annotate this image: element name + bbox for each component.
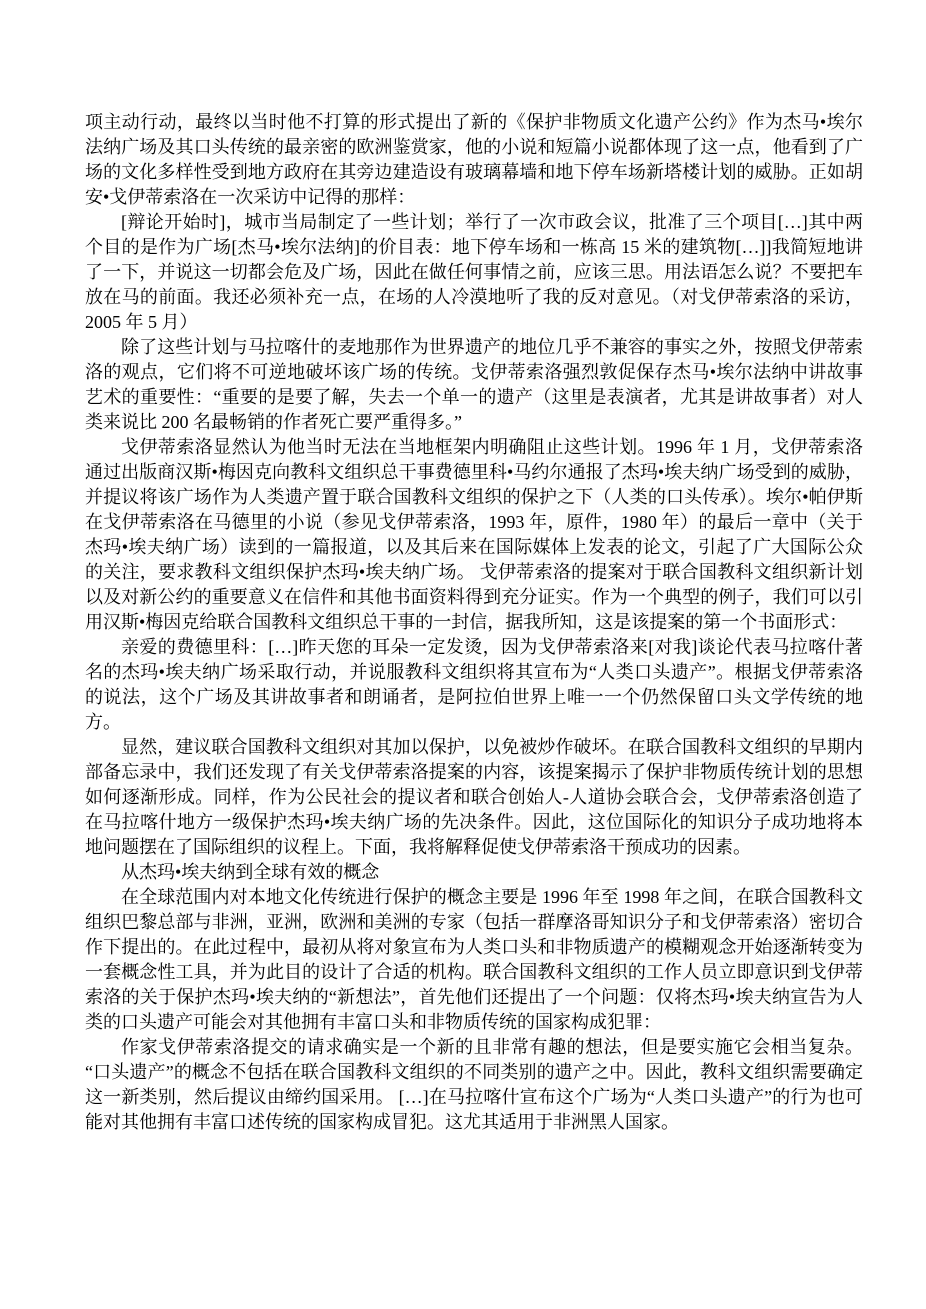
paragraph-intro-continuation: 项主动行动，最终以当时他不打算的形式提出了新的《保护非物质文化遗产公约》作为杰马•埃尔法纳广场及其口头传统的最亲密的欧洲鉴赏家，他的小说和短篇小说都体现了这一点，他看到了广场的文化多样性受到地方政府在其旁边建造设有玻璃幕墙和地下停车场新塔楼计划的威胁。正如胡安•戈伊蒂索洛在一次采访中记得的那样：	[85, 112, 863, 207]
paragraph-letter-quote: 亲爱的费德里科：[…]昨天您的耳朵一定发烫，因为戈伊蒂索洛来[对我]谈论代表马拉喀什著名的杰玛•埃夫纳广场采取行动，并说服教科文组织将其宣布为“人类口头遗产”。根据戈伊蒂索洛的说法，这个广场及其讲故事者和朗诵者，是阿拉伯世界上唯一一个仍然保留口头文学传统的地方。	[85, 637, 863, 732]
paragraph-unesco-memoranda: 显然，建议联合国教科文组织对其加以保护，以免被炒作破坏。在联合国教科文组织的早期内部备忘录中，我们还发现了有关戈伊蒂索洛提案的内容，该提案揭示了保护非物质传统计划的思想如何逐渐形成。同样，作为公民社会的提议者和联合创始人-人道协会联合会，戈伊蒂索洛创造了在马拉喀什地方一级保护杰玛•埃夫纳广场的先决条件。因此，这位国际化的知识分子成功地将本地问题摆在了国际组织的议程上。下面，我将解释促使戈伊蒂索洛干预成功的因素。	[85, 737, 863, 857]
paragraph-concept-development: 在全球范围内对本地文化传统进行保护的概念主要是 1996 年至 1998 年之间，在联合国教科文组织巴黎总部与非洲，亚洲，欧洲和美洲的专家（包括一群摩洛哥知识分子和戈伊蒂索洛）密切合作下提出的。在此过程中，最初从将对象宣布为人类口头和非物质遗产的模糊观念开始逐渐转变为一套概念性工具，并为此目的设计了合适的机构。联合国教科文组织的工作人员立即意识到戈伊蒂索洛的关于保护杰玛•埃夫纳的“新想法”，首先他们还提出了一个问题：仅将杰玛•埃夫纳宣告为人类的口头遗产可能会对其他拥有丰富口头和非物质传统的国家构成犯罪：	[85, 887, 863, 1032]
paragraph-goytisolo-proposal: 戈伊蒂索洛显然认为他当时无法在当地框架内明确阻止这些计划。1996 年 1 月，戈伊蒂索洛通过出版商汉斯•梅因克向教科文组织总干事费德里科•马约尔通报了杰玛•埃夫纳广场受到的威胁，并提议将该广场作为人类遗产置于联合国教科文组织的保护之下（人类的口头传承）。埃尔•帕伊斯在戈伊蒂索洛在马德里的小说（参见戈伊蒂索洛，1993 年，原件，1980 年）的最后一章中（关于杰玛•埃夫纳广场）读到的一篇报道，以及其后来在国际媒体上发表的论文，引起了广大国际公众的关注，要求教科文组织保护杰玛•埃夫纳广场。 戈伊蒂索洛的提案对于联合国教科文组织新计划以及对新公约的重要意义在信件和其他书面资料得到充分证实。作为一个典型的例子，我们可以引用汉斯•梅因克给联合国教科文组织总干事的一封信，据我所知，这是该提案的第一个书面形式：	[85, 437, 863, 632]
text-column	[85, 110, 863, 1135]
section-heading: 从杰玛•埃夫纳到全球有效的概念	[121, 862, 380, 882]
paragraph-unesco-staff-quote: 作家戈伊蒂索洛提交的请求确实是一个新的且非常有趣的想法，但是要实施它会相当复杂。“口头遗产”的概念不包括在联合国教科文组织的不同类别的遗产之中。因此，教科文组织需要确定这一新类别，然后提议由缔约国采用。 […]在马拉喀什宣布这个广场为“人类口头遗产”的行为也可能对其他拥有丰富口述传统的国家构成冒犯。这尤其适用于非洲黑人国家。	[85, 1037, 863, 1132]
paragraph-plans-incompatibility: 除了这些计划与马拉喀什的麦地那作为世界遗产的地位几乎不兼容的事实之外，按照戈伊蒂索洛的观点，它们将不可逆地破坏该广场的传统。戈伊蒂索洛强烈敦促保存杰马•埃尔法纳中讲故事艺术的重要性：“重要的是要了解，失去一个单一的遗产（这里是表演者，尤其是讲故事者）对人类来说比 200 名最畅销的作者死亡要严重得多。”	[85, 337, 863, 432]
paragraph-interview-quote: [辩论开始时]，城市当局制定了一些计划；举行了一次市政会议，批准了三个项目[…]其中两个目的是作为广场[杰马•埃尔法纳]的价目表：地下停车场和一栋高 15 米的建筑物[…]]我简短地讲了一下，并说这一切都会危及广场，因此在做任何事情之前，应该三思。用法语怎么说？不要把车放在马的前面。我还必须补充一点，在场的人冷漠地听了我的反对意见。（对戈伊蒂索洛的采访，2005 年 5 月）	[85, 212, 863, 332]
